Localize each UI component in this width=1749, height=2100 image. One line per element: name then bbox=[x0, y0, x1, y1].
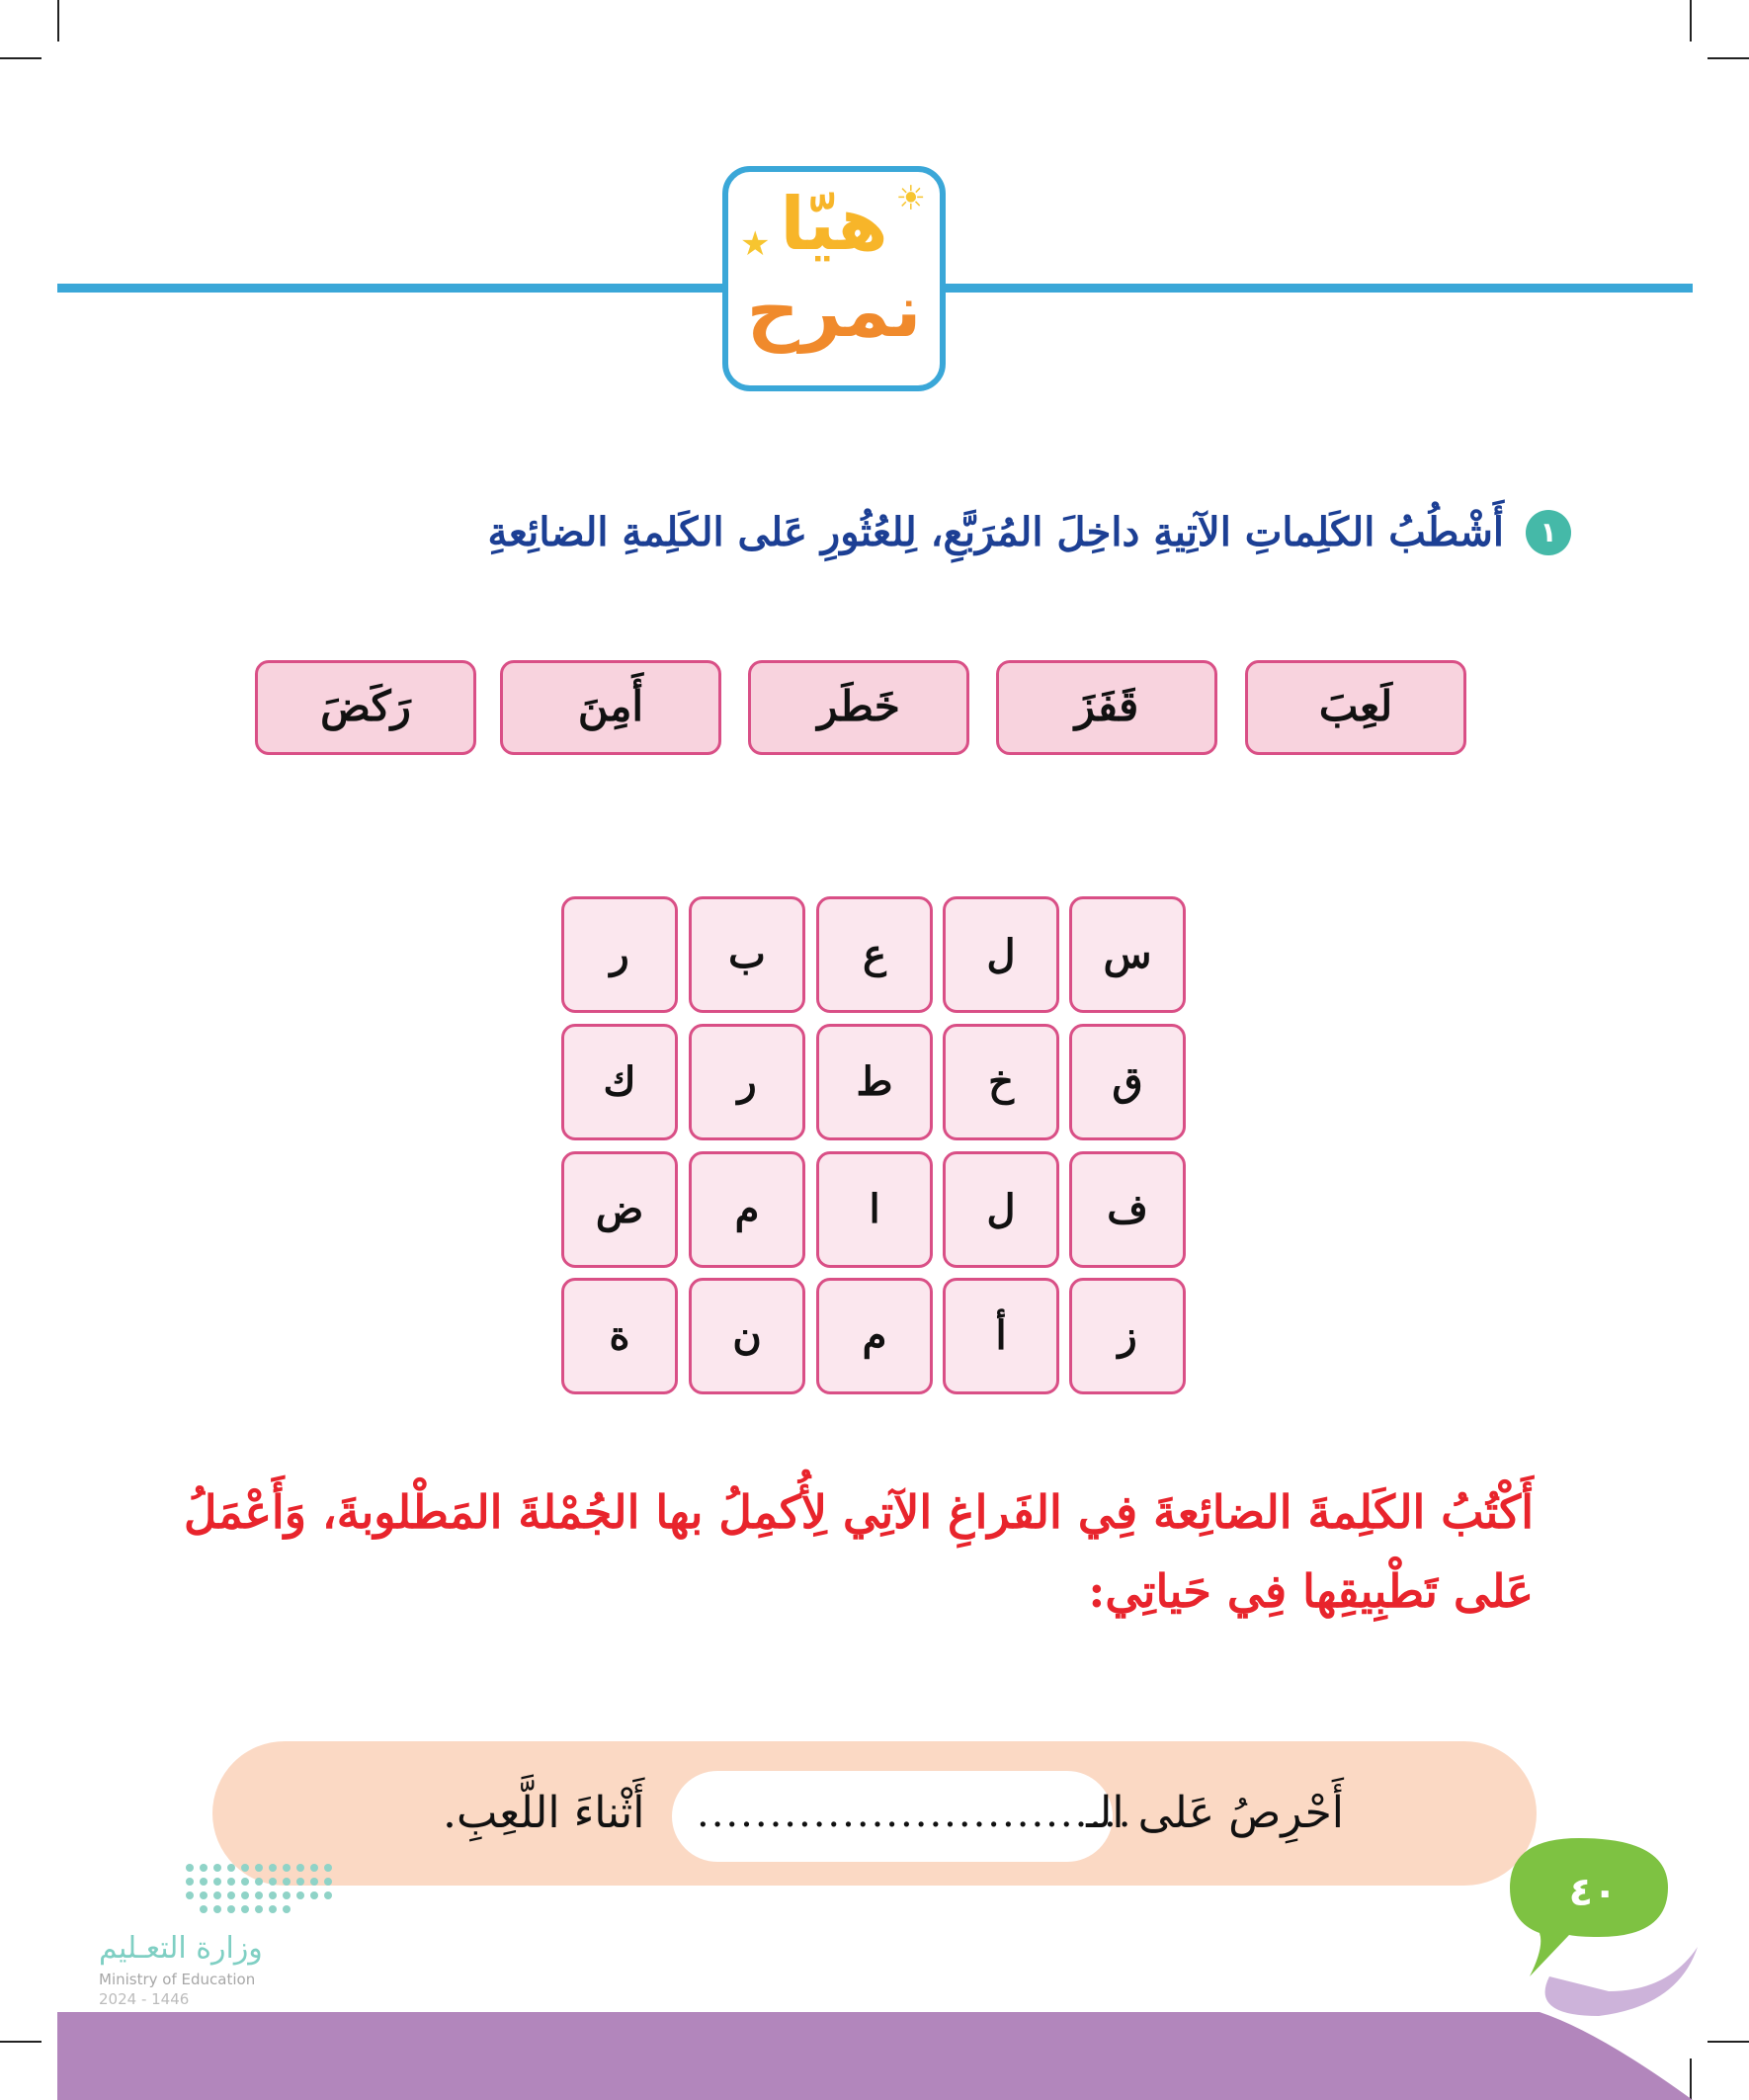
crop-mark bbox=[1707, 2041, 1749, 2043]
grid-cell[interactable]: ك bbox=[561, 1024, 678, 1140]
crop-mark bbox=[57, 0, 59, 42]
grid-cell[interactable]: ا bbox=[816, 1151, 933, 1268]
instruction-text bbox=[170, 1472, 1534, 1631]
grid-cell[interactable]: س bbox=[1069, 896, 1186, 1013]
grid-cell[interactable]: ل bbox=[943, 896, 1059, 1013]
grid-cell[interactable]: ع bbox=[816, 896, 933, 1013]
ministry-logo bbox=[95, 1858, 362, 2026]
footer-band bbox=[57, 2012, 1693, 2100]
sentence-start: أَحْرِصُ عَلى الـ bbox=[1086, 1788, 1344, 1838]
grid-cell[interactable]: ز bbox=[1069, 1278, 1186, 1394]
star-icon: ★ bbox=[740, 224, 771, 264]
grid-cell[interactable]: ب bbox=[689, 896, 805, 1013]
logo-word-1: هيّا bbox=[780, 182, 888, 267]
letter-grid bbox=[561, 896, 1186, 1396]
word-box[interactable]: خَطَر bbox=[748, 660, 969, 755]
word-box[interactable]: لَعِبَ bbox=[1245, 660, 1466, 755]
ministry-dots-icon bbox=[180, 1858, 348, 1927]
grid-cell[interactable]: ن bbox=[689, 1278, 805, 1394]
question-line bbox=[188, 509, 1571, 555]
word-list bbox=[0, 660, 1749, 759]
grid-cell[interactable]: م bbox=[816, 1278, 933, 1394]
logo-badge bbox=[722, 166, 946, 391]
crop-mark bbox=[1690, 0, 1692, 42]
ministry-year: 2024 - 1446 bbox=[99, 1990, 190, 2008]
question-text: أَشْطُبُ الكَلِماتِ الآتِيةِ داخِلَ المُرَبَّعِ، لِلعُثُورِ عَلى الكَلِمةِ الضائِعةِ bbox=[487, 509, 1504, 555]
instruction-line-2: عَلى تَطْبِيقِها فِي حَياتِي: bbox=[1088, 1564, 1534, 1618]
ministry-name-english: Ministry of Education bbox=[99, 1971, 256, 1988]
grid-cell[interactable]: ل bbox=[943, 1151, 1059, 1268]
grid-cell[interactable]: ض bbox=[561, 1151, 678, 1268]
grid-cell[interactable]: خ bbox=[943, 1024, 1059, 1140]
instruction-line-1: أَكْتُبُ الكَلِمةَ الضائِعةَ فِي الفَراغِ الآتِي لِأُكمِلُ بها الجُمْلةَ المَطْلوبةَ، وَأَعْمَلُ bbox=[184, 1485, 1534, 1539]
crop-mark bbox=[0, 57, 42, 59]
word-box[interactable]: رَكَضَ bbox=[255, 660, 476, 755]
sentence-end: أَثْناءَ اللَّعِبِ. bbox=[443, 1788, 645, 1838]
grid-cell[interactable]: ق bbox=[1069, 1024, 1186, 1140]
ministry-name-arabic: وزارة التعـليم bbox=[99, 1931, 263, 1966]
grid-cell[interactable]: ف bbox=[1069, 1151, 1186, 1268]
page-number: ٤٠ bbox=[1568, 1870, 1618, 1915]
crop-mark bbox=[1707, 57, 1749, 59]
crop-mark bbox=[0, 2041, 42, 2043]
logo-word-2: نمرح bbox=[746, 269, 922, 354]
answer-blank-dots: .............................. bbox=[697, 1791, 1133, 1836]
grid-cell[interactable]: م bbox=[689, 1151, 805, 1268]
grid-cell[interactable]: ة bbox=[561, 1278, 678, 1394]
question-number: ١ bbox=[1526, 510, 1571, 555]
word-box[interactable]: قَفَزَ bbox=[996, 660, 1217, 755]
word-box[interactable]: أَمِنَ bbox=[500, 660, 721, 755]
grid-cell[interactable]: ر bbox=[561, 896, 678, 1013]
sun-icon: ☀ bbox=[895, 179, 926, 218]
grid-cell[interactable]: ط bbox=[816, 1024, 933, 1140]
grid-cell[interactable]: أ bbox=[943, 1278, 1059, 1394]
grid-cell[interactable]: ر bbox=[689, 1024, 805, 1140]
